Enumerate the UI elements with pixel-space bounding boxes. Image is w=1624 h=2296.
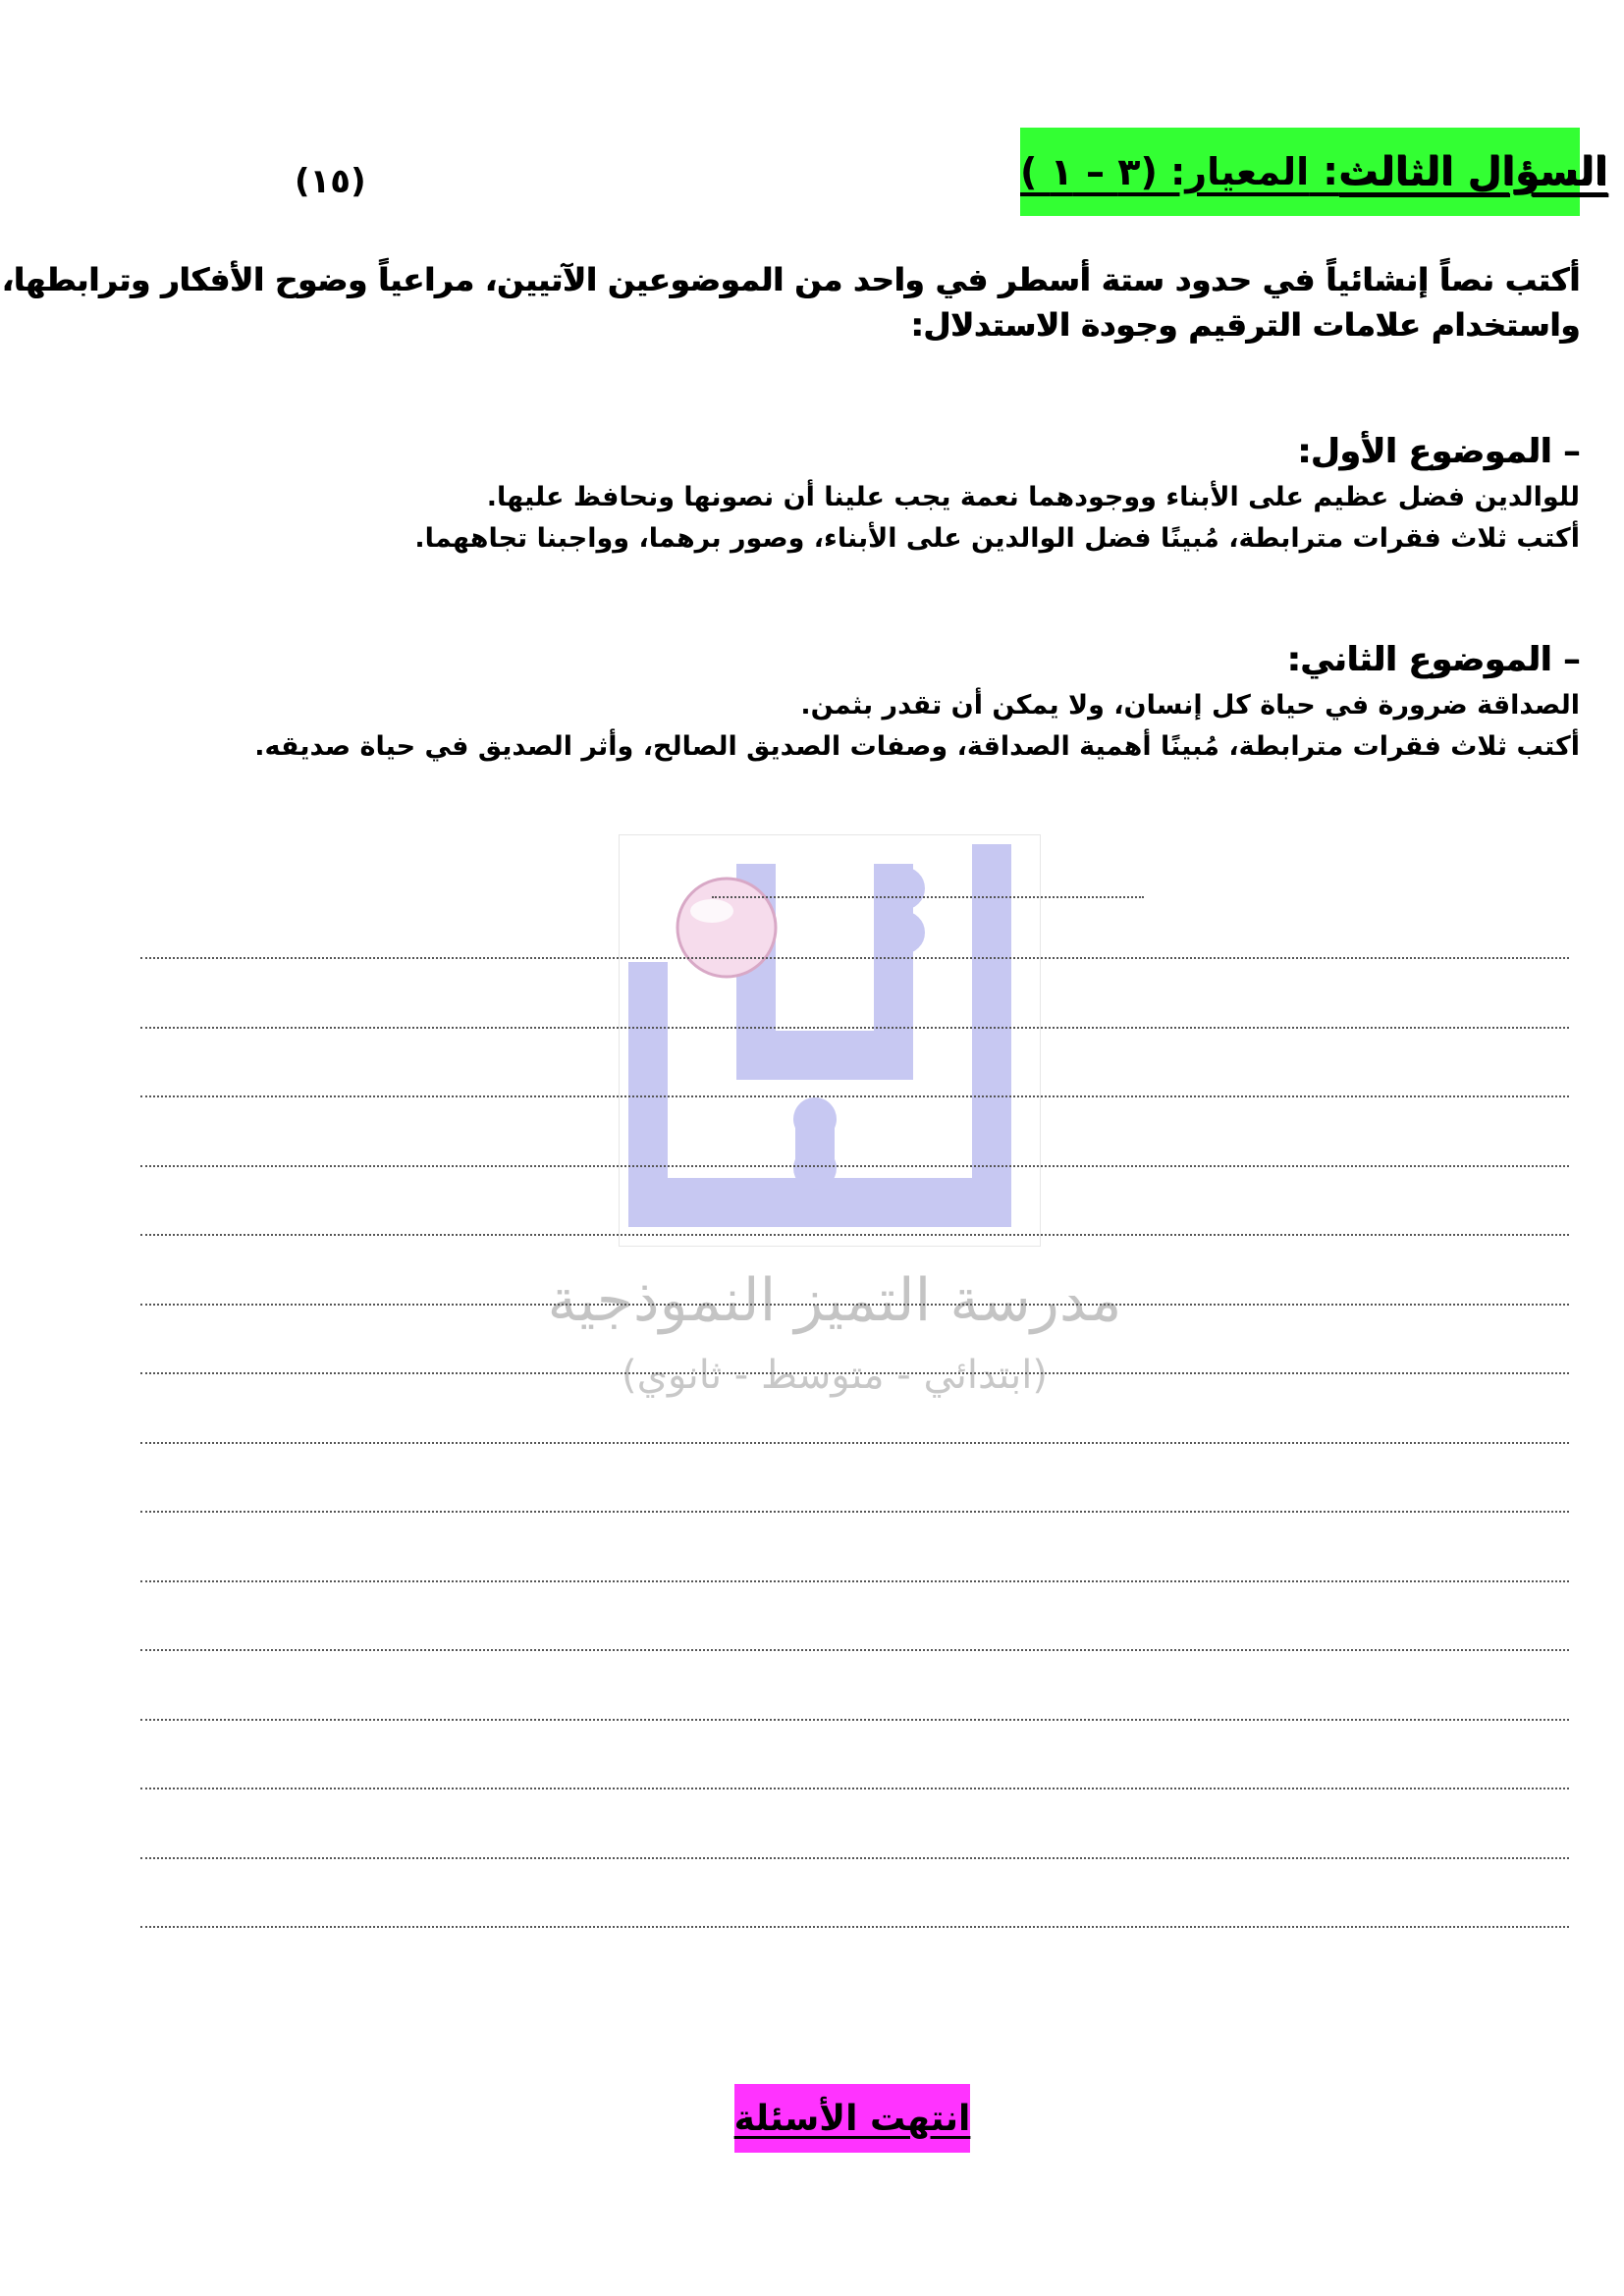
logo-highlight — [690, 899, 733, 923]
writing-line — [140, 957, 1569, 959]
topic-second-line-2: أكتب ثلاث فقرات مترابطة، مُبينًا أهمية الصداقة، وصفات الصديق الصالح، وأثر الصديق في حياة صديقه. — [254, 730, 1580, 762]
instruction-line-1: أكتب نصاً إنشائياً في حدود ستة أسطر في واحد من الموضوعين الآتيين، مراعياً وضوح الأفكار وترابطها، — [1, 261, 1580, 298]
writing-line — [140, 1857, 1569, 1859]
end-box — [734, 2084, 970, 2153]
writing-line — [140, 1580, 1569, 1582]
writing-line — [140, 1926, 1569, 1928]
writing-line — [140, 1788, 1569, 1789]
logo-bar-2 — [736, 864, 776, 1070]
writing-line — [140, 1719, 1569, 1721]
logo-rings — [888, 873, 919, 948]
topic-first — [43, 432, 1580, 560]
logo-bar-3 — [736, 1031, 913, 1080]
topic-first-line-2: أكتب ثلاث فقرات مترابطة، مُبينًا فضل الوالدين على الأبناء، وصور برهما، وواجبنا تجاههما. — [414, 522, 1580, 554]
question-title-box — [1020, 128, 1608, 216]
watermark-school-name: مدرسة التميز النموذجية — [547, 1266, 1122, 1335]
writing-line-short — [712, 896, 1144, 898]
instruction-line-2: واستخدام علامات الترقيم وجودة الاستدلال: — [910, 306, 1580, 345]
question-marks: (١٥) — [295, 162, 366, 201]
writing-line — [140, 1304, 1569, 1306]
topic-second — [43, 640, 1580, 768]
logo-bar-5 — [972, 844, 1011, 1227]
writing-line — [140, 1372, 1569, 1374]
question-criterion: المعيار: (٣ – ١ ) — [1020, 150, 1310, 193]
writing-line — [140, 1442, 1569, 1444]
logo-dot-2 — [793, 1147, 837, 1190]
logo-ring-2 — [888, 917, 919, 948]
writing-line — [140, 1649, 1569, 1651]
logo-dot-1 — [793, 1097, 837, 1141]
logo-ring-1 — [888, 873, 919, 904]
logo-bar-1 — [628, 962, 668, 1227]
question-title-main: السؤال الثالث — [1338, 149, 1608, 194]
topic-second-line-1: الصداقة ضرورة في حياة كل إنسان، ولا يمكن أن تقدر بثمن. — [800, 690, 1580, 721]
topic-second-title: – الموضوع الثاني: — [1286, 640, 1580, 679]
question-title — [1020, 149, 1607, 194]
logo-cutout — [766, 1099, 874, 1168]
watermark-school-levels: (ابتدائي - متوسط - ثانوي) — [622, 1353, 1048, 1398]
writing-line — [140, 1511, 1569, 1513]
writing-line — [140, 1165, 1569, 1167]
question-title-separator: : — [1309, 149, 1339, 194]
writing-line — [140, 1027, 1569, 1029]
instruction-block — [1, 257, 1580, 348]
logo-shapes — [628, 844, 1011, 1227]
logo-dot-link — [795, 1119, 835, 1168]
writing-line — [140, 1234, 1569, 1236]
logo-bar-base — [628, 1178, 1011, 1227]
writing-line — [140, 1095, 1569, 1097]
logo-pink-circle — [677, 879, 776, 977]
topic-first-line-1: للوالدين فضل عظيم على الأبناء ووجودهما نعمة يجب علينا أن نصونها ونحافظ عليها. — [486, 482, 1580, 512]
topic-first-title: – الموضوع الأول: — [1297, 432, 1580, 471]
end-text: انتهت الأسئلة — [733, 2098, 971, 2139]
